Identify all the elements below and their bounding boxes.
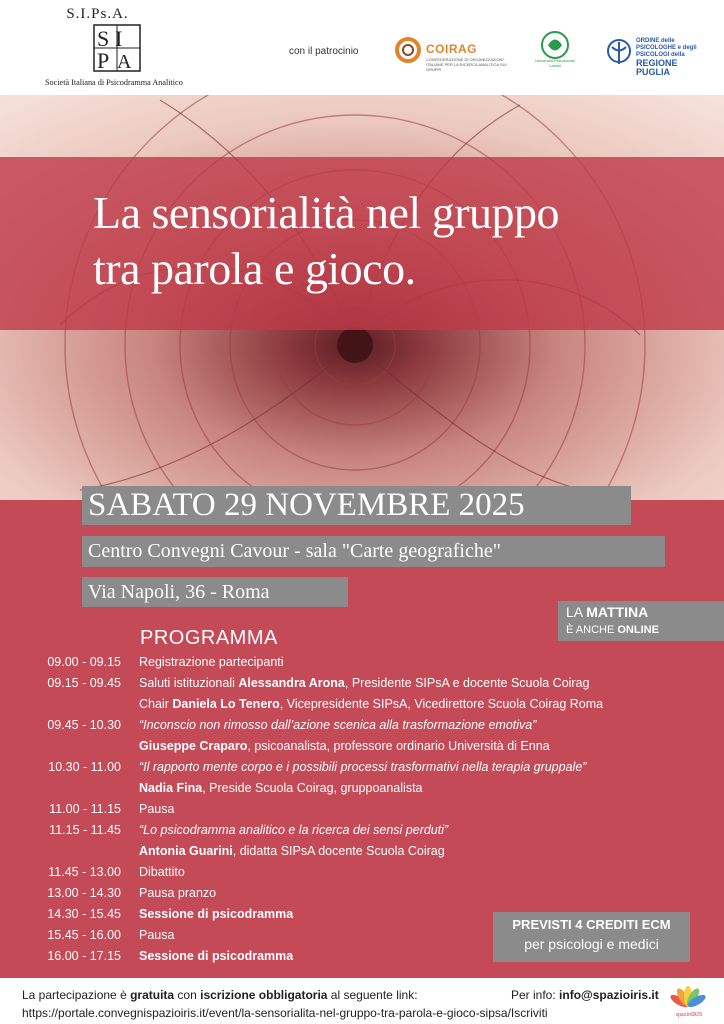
program-description xyxy=(139,865,185,879)
program-time: 11.15 - 11.45 xyxy=(49,823,121,837)
program-role: , didatta SIPsA docente Scuola Coirag xyxy=(232,844,445,858)
ordine-line5: PUGLIA xyxy=(636,67,671,77)
ordine-line4: REGIONE xyxy=(636,58,678,68)
sipsa-subtitle: Società Italiana di Psicodramma Analitico xyxy=(45,78,183,87)
patrocinio-label: con il patrocinio xyxy=(289,46,359,57)
registration-note xyxy=(22,988,418,1002)
info-email-link[interactable]: info@spazioiris.it xyxy=(559,988,659,1002)
program-description xyxy=(139,886,216,900)
program-time: 10.30 - 11.00 xyxy=(48,760,121,774)
program-description xyxy=(139,676,589,690)
program-speaker: Antonia Guarini xyxy=(139,844,233,858)
info-contact xyxy=(511,988,659,1002)
program-role: , Presidente SIPsA e docente Scuola Coirag xyxy=(344,676,590,690)
program-row xyxy=(0,886,724,907)
program-speaker: Alessandra Arona xyxy=(238,676,345,690)
svg-text:S: S xyxy=(97,26,110,51)
program-row xyxy=(0,655,724,676)
program-description xyxy=(139,739,550,753)
coirag-subtitle: CONFEDERAZIONE DI ORGANIZZAZIONI ITALIANE PER LA RICERCA ANALITICA SUI GRUPPI xyxy=(426,57,507,72)
talk-title: “Inconscio non rimosso dall’azione scenica alla trasformazione emotiva” xyxy=(139,718,537,732)
online-badge-line2-bold: ONLINE xyxy=(617,624,659,636)
ordine-line1: ORDINE delle xyxy=(636,38,675,44)
program-text: Pausa xyxy=(139,928,175,942)
event-address: Via Napoli, 36 - Roma xyxy=(82,577,348,607)
registration-link[interactable]: https://portale.convegnispazioiris.it/event/la-sensorialita-nel-gruppo-tra-parola-e-gioco-sipsa/Iscriviti xyxy=(22,1006,548,1020)
program-row xyxy=(0,739,724,760)
program-description xyxy=(139,655,284,669)
ecm-badge xyxy=(493,912,690,962)
program-time: 09.15 - 09.45 xyxy=(47,676,121,690)
program-description xyxy=(139,823,448,837)
green-logo-caption: Università Psicosociali Laziali xyxy=(535,58,575,68)
program-description xyxy=(139,760,586,774)
program-description xyxy=(139,907,293,921)
online-badge-bold: MATTINA xyxy=(586,604,649,620)
program-description xyxy=(139,949,293,963)
header xyxy=(0,0,724,95)
event-date: SABATO 29 NOVEMBRE 2025 xyxy=(82,486,631,525)
program-speaker: Sessione di psicodramma xyxy=(139,907,294,921)
event-title-line1: La sensorialità nel gruppo xyxy=(93,187,560,238)
event-title xyxy=(93,185,713,297)
program-row xyxy=(0,697,724,718)
talk-title: “Lo psicodramma analitico e la ricerca dei sensi perduti” xyxy=(139,823,449,837)
online-badge-pre: LA xyxy=(566,604,587,620)
registration-note-p1: La partecipazione è xyxy=(22,988,131,1002)
online-badge xyxy=(558,601,724,641)
svg-text:P: P xyxy=(97,48,110,72)
program-description xyxy=(139,781,423,795)
program-time: 14.30 - 15.45 xyxy=(47,907,121,921)
program-time: 15.45 - 16.00 xyxy=(47,928,121,942)
program-description xyxy=(139,928,174,942)
program-text: Chair xyxy=(139,697,173,711)
ordine-psicologi-logo-icon xyxy=(606,38,632,68)
event-venue: Centro Convegni Cavour - sala "Carte geografiche" xyxy=(82,536,665,567)
ordine-line2: PSICOLOGHE e degli xyxy=(636,45,697,51)
program-time: 09.45 - 10.30 xyxy=(47,718,121,732)
program-row xyxy=(0,760,724,781)
ordine-line3: PSICOLOGI della xyxy=(636,52,685,58)
program-speaker: Giuseppe Craparo xyxy=(139,739,248,753)
program-role: , psicoanalista, professore ordinario Università di Enna xyxy=(247,739,550,753)
program-speaker: Sessione di psicodramma xyxy=(139,949,294,963)
registration-note-mandatory: iscrizione obbligatoria xyxy=(200,988,328,1002)
registration-note-p3: al seguente link: xyxy=(327,988,418,1002)
svg-text:A: A xyxy=(117,51,132,72)
program-text: Pausa pranzo xyxy=(139,886,217,900)
registration-note-p2: con xyxy=(174,988,201,1002)
coirag-name: COIRAG xyxy=(426,42,477,56)
green-circle-logo-icon xyxy=(536,30,574,60)
program-time: 13.00 - 14.30 xyxy=(47,886,121,900)
coirag-logo-icon xyxy=(394,36,422,64)
svg-text:I: I xyxy=(115,26,123,51)
ecm-line2: per psicologi e medici xyxy=(524,936,659,952)
talk-title: “Il rapporto mente corpo e i possibili processi trasformativi nella terapia gruppale” xyxy=(139,760,587,774)
online-badge-line2 xyxy=(566,624,659,636)
program-description xyxy=(139,844,445,858)
program-row xyxy=(0,865,724,886)
program-text: Registrazione partecipanti xyxy=(139,655,284,669)
program-row xyxy=(0,718,724,739)
program-speaker: Daniela Lo Tenero xyxy=(172,697,280,711)
ordine-psicologi-text xyxy=(636,38,706,77)
program-role: , Vicepresidente SIPsA, Vicedirettore Scuola Coirag Roma xyxy=(279,697,604,711)
program-row xyxy=(0,802,724,823)
program-text: Pausa xyxy=(139,802,175,816)
program-description xyxy=(139,718,536,732)
program-row xyxy=(0,781,724,802)
program-title: PROGRAMMA xyxy=(140,627,278,649)
program-time: 11.45 - 13.00 xyxy=(48,865,121,879)
program-row xyxy=(0,844,724,865)
registration-note-free: gratuita xyxy=(130,988,175,1002)
spazioiris-caption: spazioIRIS xyxy=(675,1012,703,1018)
program-row xyxy=(0,823,724,844)
online-badge-line1 xyxy=(566,604,648,620)
program-description xyxy=(139,697,603,711)
program-time: 16.00 - 17.15 xyxy=(47,949,121,963)
program-time: 09.00 - 09.15 xyxy=(47,655,121,669)
event-title-line2: tra parola e gioco. xyxy=(93,243,416,294)
program-text: Dibattito xyxy=(139,865,185,879)
program-time: 11.00 - 11.15 xyxy=(49,802,121,816)
sipsa-title: S.I.Ps.A. xyxy=(66,6,129,22)
footer xyxy=(0,978,724,1024)
program-text: Saluti istituzionali xyxy=(139,676,239,690)
sipsa-logo-icon xyxy=(93,24,141,72)
program-speaker: Nadia Fina xyxy=(139,781,203,795)
ecm-line1: PREVISTI 4 CREDITI ECM xyxy=(512,917,671,932)
program-role: , Preside Scuola Coirag, gruppoanalista xyxy=(202,781,423,795)
program-row xyxy=(0,676,724,697)
program-description xyxy=(139,802,174,816)
info-label: Per info: xyxy=(511,988,560,1002)
online-badge-line2-pre: È ANCHE xyxy=(566,624,618,636)
